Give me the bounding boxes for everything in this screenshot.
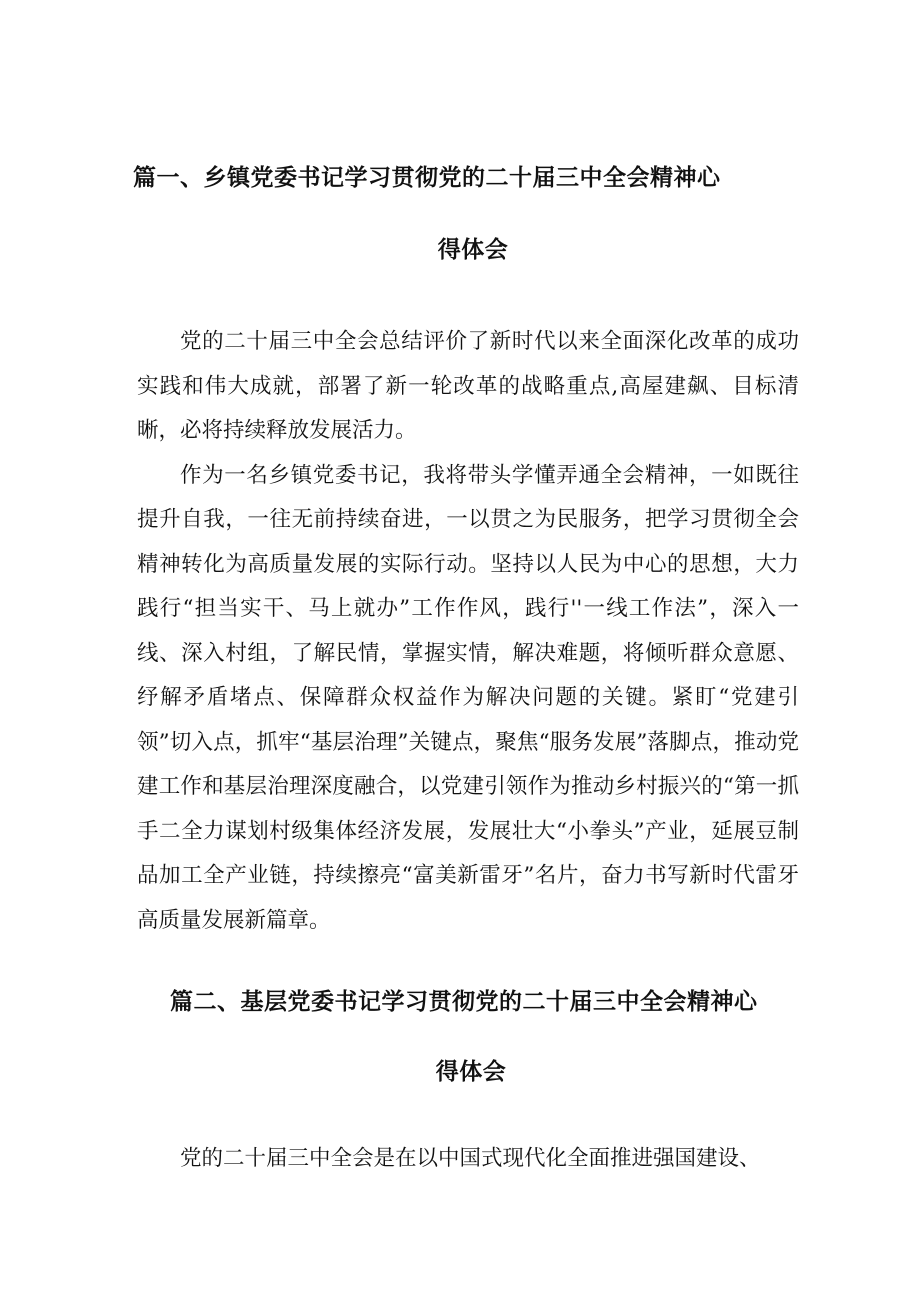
- section-title-1-line2: 得体会: [437, 237, 509, 263]
- section-2-paragraph-1: 党的二十届三中全会是在以中国式现代化全面推进强国建设、: [180, 1146, 761, 1171]
- section-title-1-line1: 篇一、乡镇党委书记学习贯彻党的二十届三中全会精神心: [133, 165, 721, 191]
- section-2-body: [137, 1137, 799, 1182]
- section-title-2-line1: 篇二、基层党委书记学习贯彻党的二十届三中全会精神心: [170, 989, 758, 1015]
- section-1-paragraph-2: 作为一名乡镇党委书记，我将带头学懂弄通全会精神，一如既往提升自我，一往无前持续奋进，一以贯之为民服务，把学习贯彻全会精神转化为高质量发展的实际行动。坚持以人民为中心的思想，大力践行“担当实干、马上就办”工作作风，践行''一线工作法”，深入一线、深入村组，了解民情，掌握实情，解决难题，将倾听群众意愿、纾解矛盾堵点、保障群众权益作为解决问题的关键。紧盯“党建引领”切入点，抓牢“基层治理”关键点，聚焦“服务发展”落脚点，推动党建工作和基层治理深度融合，以党建引领作为推动乡村振兴的“第一抓手二全力谋划村级集体经济发展，发展壮大“小拳头”产业，延展豆制品加工全产业链，持续擦亮“富美新雷牙”名片，奋力书写新时代雷牙高质量发展新篇章。: [137, 462, 799, 933]
- section-1-paragraph-1: 党的二十届三中全会总结评价了新时代以来全面深化改革的成功实践和伟大成就，部署了新一轮改革的战略重点,高屋建飙、目标清晰，必将持续释放发展活力。: [137, 329, 799, 443]
- section-title-2-line2: 得体会: [435, 1059, 507, 1085]
- section-1-body: [137, 320, 799, 943]
- section-title-2: [170, 984, 820, 1090]
- section-title-1: [133, 160, 813, 268]
